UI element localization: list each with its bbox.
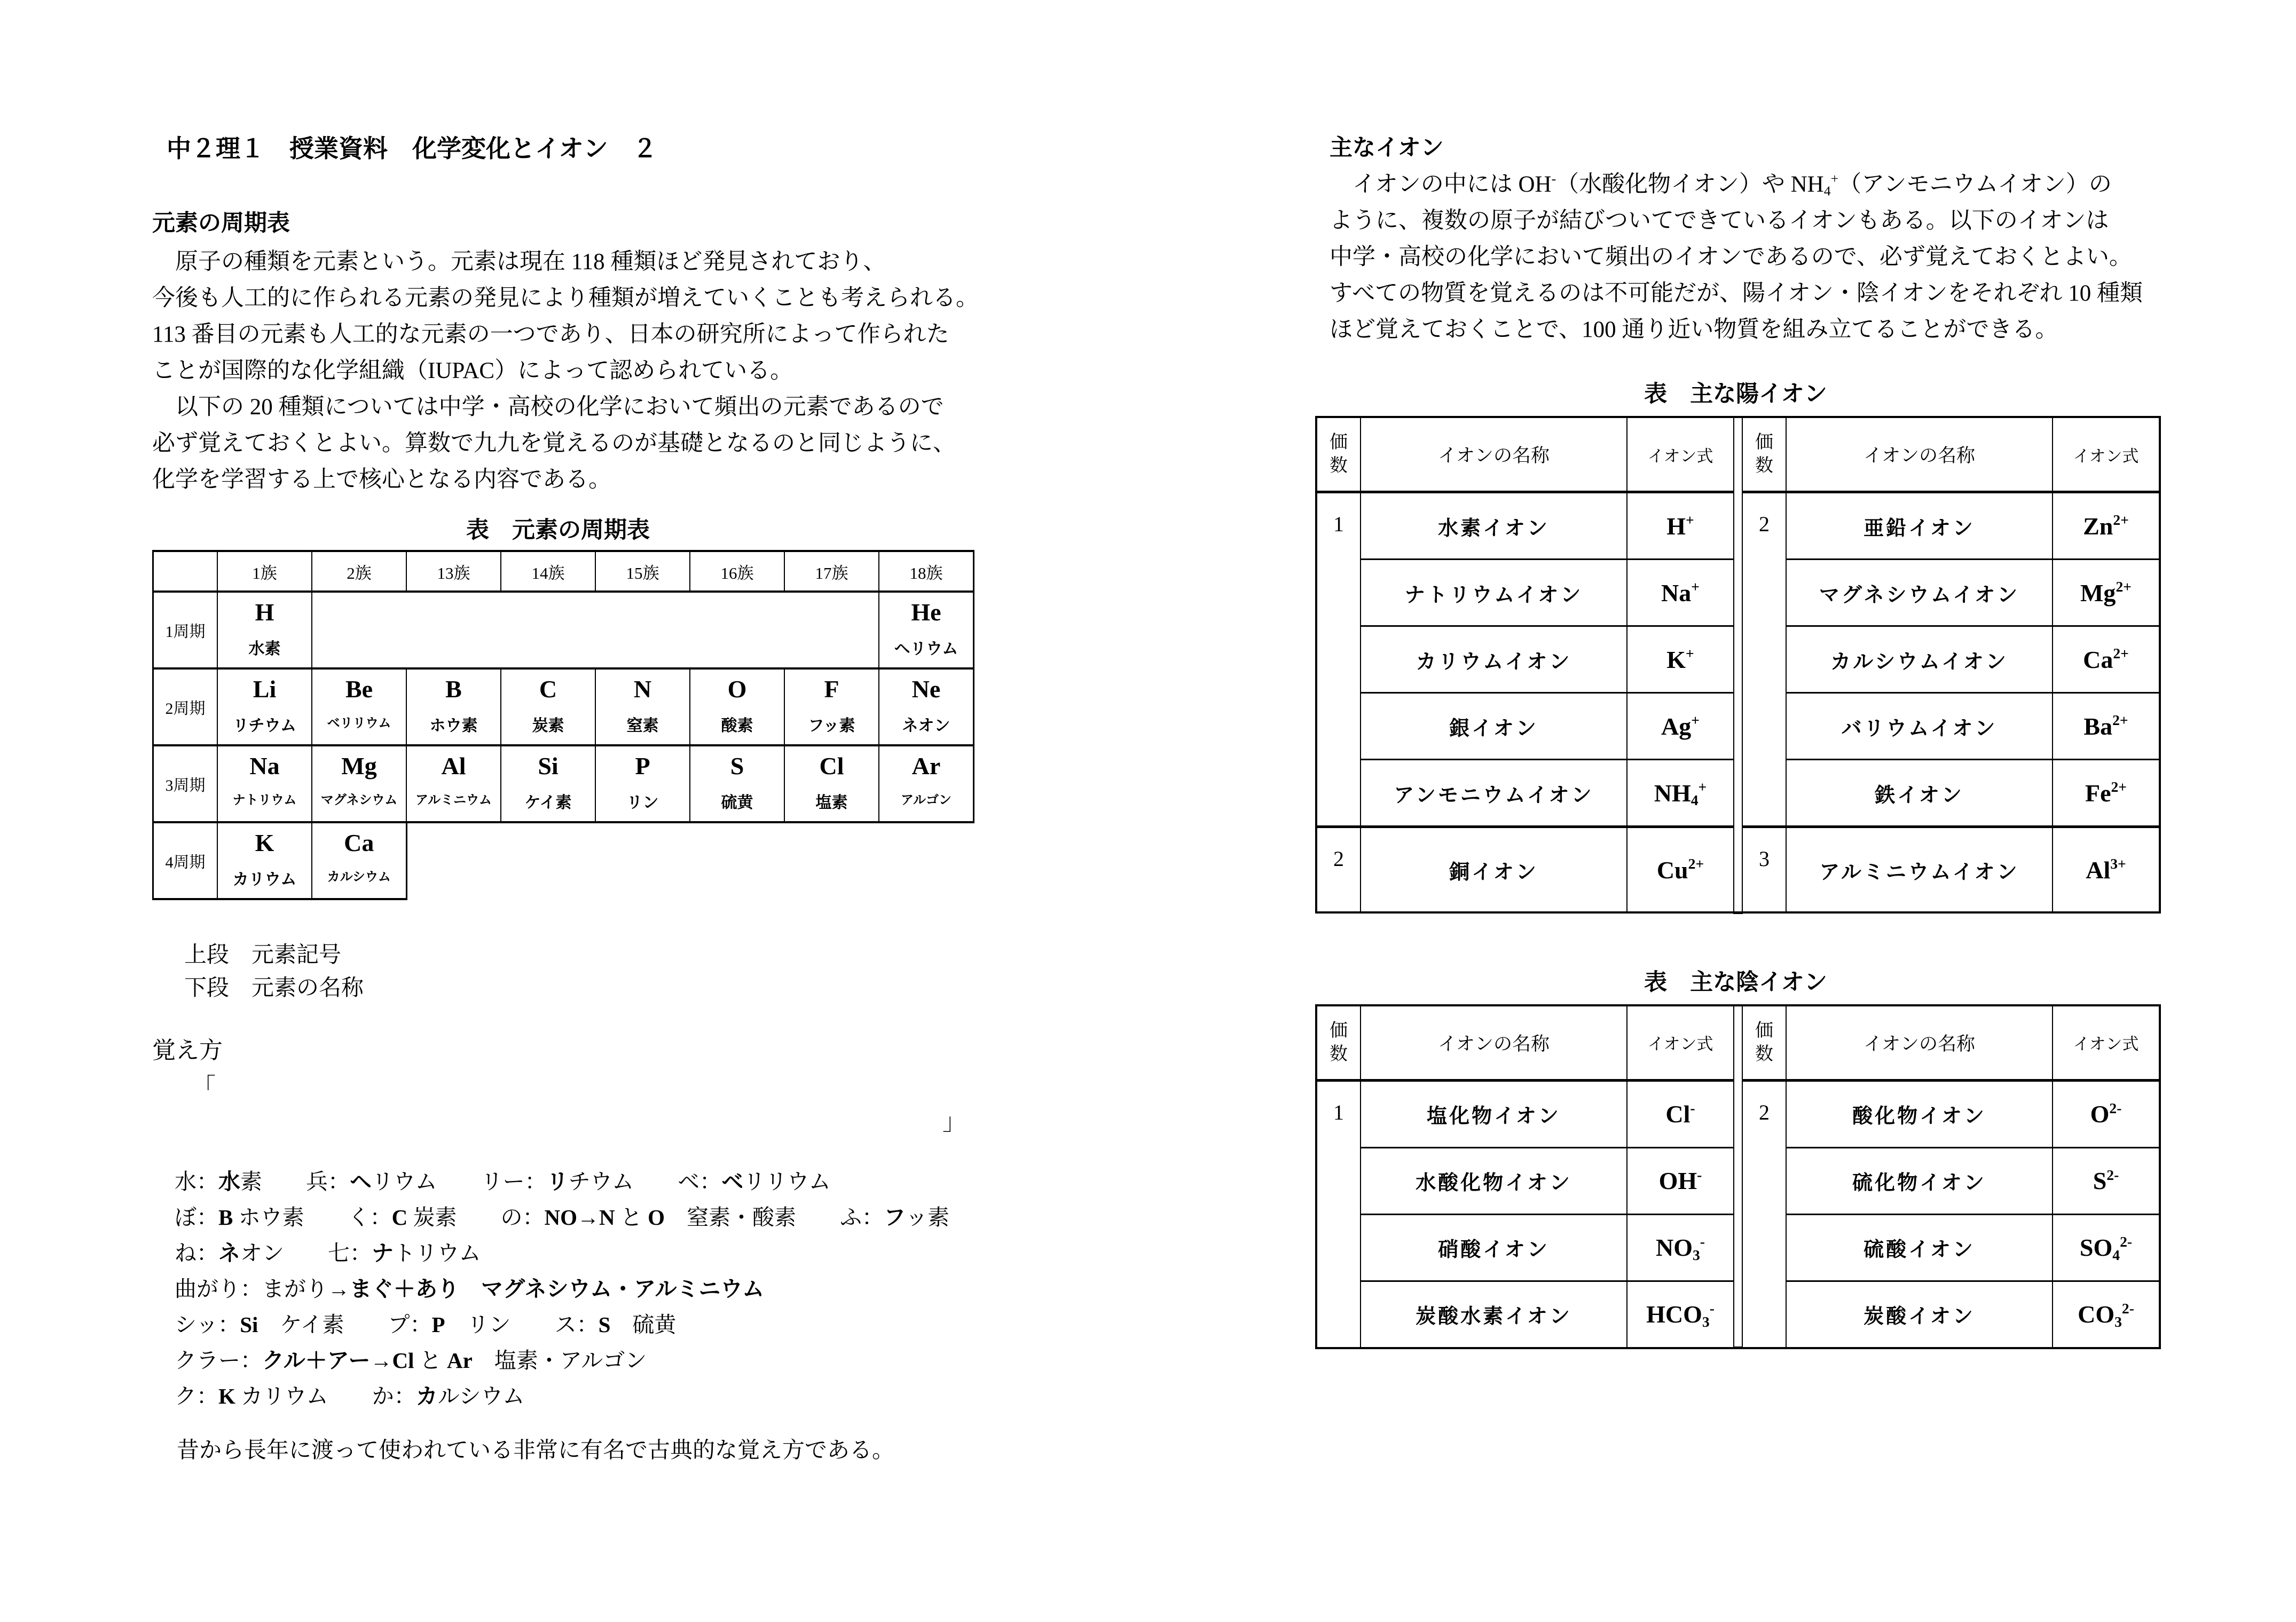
subscript: 3	[1702, 1313, 1710, 1330]
mnemonic-line	[175, 1271, 1167, 1307]
text-segment: チウム ベ：	[568, 1169, 722, 1194]
element-cell	[595, 745, 690, 822]
text-segment: 塩素・アルゴン	[472, 1348, 647, 1373]
subscript: 3	[2114, 1313, 2122, 1330]
ion-formula-cell	[2053, 1080, 2160, 1147]
bold-segment: 水	[218, 1169, 240, 1194]
periodic-row	[153, 592, 974, 668]
closing-line: 昔から長年に渡って使われている非常に有名で古典的な覚え方である。	[177, 1438, 895, 1463]
ion-formula-cell	[2053, 1214, 2160, 1281]
valence-cell: 3	[1742, 827, 1786, 913]
text-segment: ね：	[175, 1241, 218, 1265]
ion-name-cell: 酸化物イオン	[1786, 1080, 2053, 1147]
superscript: 2-	[2109, 1099, 2122, 1116]
ion-name-cell: カリウムイオン	[1361, 626, 1627, 693]
paragraph-line	[1330, 275, 2191, 312]
element-name: ヘリウム	[894, 640, 958, 658]
element-symbol: K	[255, 829, 274, 856]
element-symbol: Si	[538, 752, 559, 779]
group-header-cell: 18族	[879, 551, 974, 592]
element-symbol: Al	[441, 752, 466, 779]
text-segment: ホウ素 く：	[233, 1205, 392, 1230]
bold-segment: ネ	[218, 1241, 240, 1265]
element-symbol: Ne	[911, 675, 941, 703]
bold-segment: ベ	[721, 1169, 744, 1194]
paragraph-line: 今後も人工的に作られる元素の発見により種類が増えていくことも考えられる。	[152, 286, 979, 311]
text-segment: NH	[1654, 779, 1691, 807]
period-label-cell: 2周期	[153, 668, 218, 745]
text-segment: カリウム か：	[235, 1384, 416, 1408]
text-segment: と	[414, 1348, 447, 1373]
subscript: 4	[1690, 792, 1699, 809]
ion-name-cell: 水酸化物イオン	[1361, 1147, 1627, 1214]
ion-name-header: イオンの名称	[1361, 1005, 1627, 1081]
element-name: 酸素	[721, 717, 753, 735]
text-segment: Ag	[1661, 712, 1692, 740]
group-header-cell: 16族	[690, 551, 784, 592]
bold-segment: クル＋アー→Cl	[262, 1348, 414, 1373]
left-column	[152, 133, 1167, 1466]
element-symbol: Cl	[819, 752, 844, 779]
group-header-cell: 1族	[217, 551, 312, 592]
periodic-row	[153, 822, 974, 899]
paragraph-line: ことが国際的な化学組織（IUPAC）によって認められている。	[152, 358, 793, 383]
text-segment	[459, 1277, 481, 1301]
ion-name-header: イオンの名称	[1786, 417, 2053, 492]
period-label-cell: 4周期	[153, 822, 218, 899]
element-symbol: Mg	[341, 752, 377, 779]
ion-formula-cell	[1627, 760, 1734, 827]
element-name: 塩素	[815, 794, 848, 812]
paragraph-line	[1330, 312, 2191, 348]
mnemonic-line	[175, 1200, 1167, 1235]
ion-name-cell: 銅イオン	[1361, 827, 1627, 913]
ion-formula-cell	[2053, 1281, 2160, 1348]
bold-segment: マグネシウム・アルミニウム	[481, 1277, 765, 1301]
element-cell	[217, 592, 312, 668]
element-name: カリウム	[232, 871, 297, 888]
text-segment: （アンモニウムイオン）の	[1838, 172, 2112, 197]
mnemonic-heading: 覚え方	[152, 1037, 223, 1064]
ion-formula-cell	[2053, 492, 2160, 560]
element-symbol: F	[824, 675, 839, 703]
text-segment: 曲がり：まがり→	[175, 1277, 350, 1301]
text-segment: ルシウム	[437, 1384, 525, 1408]
bold-segment: Ar	[447, 1348, 473, 1373]
element-cell	[501, 668, 595, 745]
group-header-cell: 13族	[406, 551, 501, 592]
superscript: 3+	[2110, 855, 2126, 872]
paragraph-line: 以下の 20 種類については中学・高校の化学において頻出の元素であるので	[152, 395, 944, 420]
bold-segment: C	[391, 1205, 408, 1230]
table-legend	[184, 939, 1167, 1005]
anion-table-caption: 表 主な陰イオン	[1644, 969, 1827, 995]
period-label-cell: 3周期	[153, 745, 218, 822]
ion-name-cell: アンモニウムイオン	[1361, 760, 1627, 827]
element-symbol: C	[539, 675, 557, 703]
element-cell	[595, 668, 690, 745]
legend-line-lower: 下段 元素の名称	[184, 976, 364, 1001]
ion-formula-cell	[1627, 1080, 1734, 1147]
element-cell	[312, 745, 406, 822]
element-name: 窒素	[626, 717, 659, 735]
element-symbol: Be	[345, 675, 373, 703]
ion-formula-cell	[1627, 492, 1734, 560]
valence-header: 価 数	[1742, 417, 1786, 492]
ion-formula-cell	[2053, 760, 2160, 827]
element-name: マグネシウム	[320, 793, 398, 807]
text-segment: Mg	[2080, 579, 2116, 607]
text-segment: Al	[2086, 856, 2111, 884]
bold-segment: S	[598, 1312, 611, 1337]
mnemonic-line	[175, 1307, 1167, 1343]
element-cell	[501, 745, 595, 822]
element-name: ナトリウム	[232, 793, 297, 807]
bold-segment: B	[218, 1205, 233, 1230]
text-segment: トリウム	[394, 1241, 481, 1265]
ion-name-cell: 塩化物イオン	[1361, 1080, 1627, 1147]
cation-table-caption: 表 主な陽イオン	[1644, 381, 1827, 407]
ion-formula-cell	[1627, 827, 1734, 913]
group-header-cell: 15族	[595, 551, 690, 592]
text-segment: CO	[2078, 1301, 2115, 1328]
text-segment: HCO	[1646, 1301, 1702, 1328]
ion-name-cell: 硝酸イオン	[1361, 1214, 1627, 1281]
text-segment: オン 七：	[240, 1241, 372, 1265]
valence-cell: 2	[1316, 827, 1361, 913]
table-gap-column	[1734, 417, 1742, 912]
mnemonic-line	[175, 1164, 1167, 1200]
bold-segment: P	[431, 1312, 445, 1337]
periodic-table-caption: 表 元素の周期表	[466, 517, 650, 543]
text-segment: ぼ：	[175, 1205, 218, 1230]
element-name: リチウム	[232, 717, 297, 735]
text-segment: リリウム	[743, 1169, 831, 1194]
ion-formula-cell	[2053, 1147, 2160, 1214]
ion-name-cell: 硫化物イオン	[1786, 1147, 2053, 1214]
element-cell	[217, 668, 312, 745]
element-name: 水素	[248, 640, 281, 658]
ion-formula-cell	[2053, 827, 2160, 913]
element-cell	[879, 745, 974, 822]
superscript: +	[1686, 645, 1694, 662]
ion-formula-header: イオン式	[1627, 1005, 1734, 1081]
subscript: 3	[1693, 1246, 1700, 1263]
element-name: ベリリウム	[327, 716, 391, 730]
text-segment: ほど覚えておくことで、100 通り近い物質を組み立てることができる。	[1330, 317, 2058, 342]
period-label-cell: 1周期	[153, 592, 218, 668]
text-segment: ク：	[175, 1384, 218, 1408]
element-symbol: P	[635, 752, 650, 779]
ion-formula-cell	[2053, 693, 2160, 760]
section-heading-ions: 主なイオン	[1330, 135, 1444, 161]
bold-segment: リ	[546, 1169, 569, 1194]
element-symbol: H	[255, 599, 274, 626]
right-column	[1315, 133, 2191, 1349]
valence-cell: 1	[1316, 1080, 1361, 1348]
text-segment: Ba	[2083, 712, 2113, 740]
right-paragraph	[1330, 167, 2191, 348]
superscript: -	[1690, 1099, 1695, 1116]
text-segment: ッ素	[905, 1205, 949, 1230]
ion-formula-cell	[1627, 1214, 1734, 1281]
text-segment: 水：	[175, 1169, 218, 1194]
anion-table	[1315, 1004, 2161, 1350]
text-segment: NO	[1656, 1234, 1693, 1261]
superscript: +	[1698, 778, 1707, 796]
element-symbol: O	[727, 675, 747, 703]
group-header-cell: 2族	[312, 551, 406, 592]
element-symbol: Li	[253, 675, 277, 703]
valence-header: 価 数	[1742, 1005, 1786, 1081]
legend-line-upper: 上段 元素記号	[184, 943, 342, 967]
group-header-cell: 14族	[501, 551, 595, 592]
bold-segment: ナ	[372, 1241, 394, 1265]
ion-formula-cell	[1627, 1147, 1734, 1214]
ion-name-cell: マグネシウムイオン	[1786, 560, 2053, 626]
bold-segment: NO→N	[544, 1205, 615, 1230]
text-segment: リウム リー：	[372, 1169, 547, 1194]
text-segment: シッ：	[175, 1312, 240, 1337]
element-cell	[217, 745, 312, 822]
bold-segment: Si	[240, 1312, 258, 1337]
periodic-row	[153, 745, 974, 822]
ion-name-cell: 炭酸イオン	[1786, 1281, 2053, 1348]
periodic-header-row	[153, 551, 974, 592]
element-cell	[690, 668, 784, 745]
element-cell	[784, 668, 879, 745]
ion-name-header: イオンの名称	[1786, 1005, 2053, 1081]
element-name: 炭素	[532, 717, 564, 735]
ion-name-header: イオンの名称	[1361, 417, 1627, 492]
text-segment: K	[1666, 645, 1686, 673]
periodic-table	[152, 550, 974, 900]
ion-name-cell: アルミニウムイオン	[1786, 827, 2053, 913]
superscript: 2+	[2111, 778, 2127, 796]
element-cell	[879, 668, 974, 745]
bold-segment: フ	[883, 1205, 906, 1230]
mnemonic-lines	[175, 1164, 1167, 1414]
element-name: カルシウム	[327, 870, 391, 884]
superscript: 2-	[2106, 1166, 2119, 1183]
text-segment: Ca	[2083, 645, 2113, 673]
element-cell	[312, 668, 406, 745]
superscript: -	[1551, 171, 1556, 187]
paragraph-line	[1330, 203, 2191, 239]
superscript: 2+	[2116, 578, 2132, 595]
ion-formula-header: イオン式	[2053, 1005, 2160, 1081]
paragraph-line: 113 番目の元素も人工的な元素の一つであり、日本の研究所によって作られた	[152, 322, 949, 347]
paragraph-line: 化学を学習する上で核心となる内容である。	[152, 467, 611, 492]
ion-name-cell: 銀イオン	[1361, 693, 1627, 760]
element-symbol: N	[633, 675, 652, 703]
ion-formula-cell	[1627, 560, 1734, 626]
cation-table	[1315, 416, 2161, 914]
superscript: +	[1691, 578, 1700, 595]
periodic-row	[153, 668, 974, 745]
text-segment: Na	[1661, 579, 1692, 607]
text-segment: 硫黄	[610, 1312, 677, 1337]
text-segment: Fe	[2085, 779, 2111, 807]
valence-cell: 1	[1316, 492, 1361, 827]
group-header-cell: 17族	[784, 551, 879, 592]
section-heading-periodic: 元素の周期表	[152, 210, 290, 236]
ion-name-cell: 鉄イオン	[1786, 760, 2053, 827]
text-segment: Cu	[1656, 856, 1688, 884]
superscript: 2-	[2120, 1233, 2133, 1250]
element-cell	[312, 822, 406, 899]
text-segment: すべての物質を覚えるのは不可能だが、陽イオン・陰イオンをそれぞれ 10 種類	[1330, 281, 2143, 306]
element-symbol: Ar	[911, 752, 941, 779]
superscript: -	[1700, 1233, 1705, 1250]
text-segment: Zn	[2083, 512, 2113, 540]
element-name: リン	[626, 794, 659, 812]
valence-header: 価 数	[1316, 1005, 1361, 1081]
element-symbol: Na	[249, 752, 280, 779]
superscript: +	[1830, 171, 1839, 187]
text-segment: OH	[1658, 1167, 1697, 1194]
text-segment: ように、複数の原子が結びついてできているイオンもある。以下のイオンは	[1330, 208, 2109, 233]
subscript: 4	[1823, 183, 1831, 199]
quote-open-bracket: 「	[192, 1074, 216, 1100]
valence-header: 価 数	[1316, 417, 1361, 492]
ion-header-row	[1316, 417, 2160, 492]
superscript: 2+	[2113, 511, 2129, 529]
text-segment: リン ス：	[445, 1312, 599, 1337]
superscript: -	[1697, 1166, 1702, 1183]
text-segment: クラー：	[175, 1348, 262, 1373]
text-segment: 中学・高校の化学において頻出のイオンであるので、必ず覚えておくとよい。	[1330, 245, 2132, 270]
bold-segment: O	[648, 1205, 665, 1230]
mnemonic-line	[175, 1343, 1167, 1379]
superscript: 2+	[2112, 712, 2128, 729]
element-name: 硫黄	[721, 794, 753, 812]
left-paragraph	[152, 244, 1167, 498]
text-segment: （水酸化物イオン）や NH	[1556, 172, 1824, 197]
text-segment: O	[2090, 1100, 2110, 1128]
mnemonic-line	[175, 1235, 1167, 1271]
subscript: 4	[2112, 1246, 2120, 1263]
ion-formula-header: イオン式	[2053, 417, 2160, 492]
superscript: 2-	[2121, 1300, 2134, 1317]
element-name: アルミニウム	[415, 793, 492, 807]
element-symbol: B	[445, 675, 462, 703]
periodic-corner-cell	[153, 551, 218, 592]
element-symbol: He	[911, 599, 941, 626]
element-cell	[784, 745, 879, 822]
valence-cell: 2	[1742, 1080, 1786, 1348]
bold-segment: K	[218, 1384, 235, 1408]
text-segment: 素 兵：	[240, 1169, 350, 1194]
text-segment: イオンの中には OH	[1330, 172, 1552, 197]
empty-region-cell	[312, 592, 879, 668]
element-name: ケイ素	[524, 794, 572, 812]
text-segment: 炭素 の：	[407, 1205, 545, 1230]
paragraph-line	[1330, 239, 2191, 275]
superscript: 2+	[2113, 645, 2129, 662]
element-cell	[406, 745, 501, 822]
element-name: アルゴン	[900, 793, 952, 807]
ion-name-cell: 水素イオン	[1361, 492, 1627, 560]
text-segment: と	[615, 1205, 648, 1230]
ion-formula-cell	[1627, 1281, 1734, 1348]
element-symbol: Ca	[344, 829, 374, 856]
ion-name-cell: 炭酸水素イオン	[1361, 1281, 1627, 1348]
ion-formula-cell	[1627, 693, 1734, 760]
paragraph-line: 必ず覚えておくとよい。算数で九九を覚えるのが基礎となるのと同じように、	[152, 431, 956, 456]
ion-formula-cell	[2053, 560, 2160, 626]
element-name: ネオン	[902, 717, 950, 735]
table-gap-column	[1734, 1005, 1742, 1348]
ion-name-cell: 亜鉛イオン	[1786, 492, 2053, 560]
superscript: +	[1686, 511, 1694, 529]
ion-formula-cell	[1627, 626, 1734, 693]
superscript: 2+	[1688, 855, 1704, 872]
text-segment: ケイ素 プ：	[258, 1312, 432, 1337]
quote-close-bracket: 」	[942, 1109, 966, 1135]
mnemonic-line	[175, 1379, 1167, 1414]
superscript: -	[1709, 1300, 1715, 1317]
element-cell	[406, 668, 501, 745]
text-segment: SO	[2079, 1234, 2113, 1261]
element-name: フッ素	[808, 717, 855, 735]
ion-name-cell: 硫酸イオン	[1786, 1214, 2053, 1281]
element-cell	[217, 822, 312, 899]
bold-segment: まぐ＋あり	[350, 1277, 459, 1301]
bold-segment: ヘ	[350, 1169, 372, 1194]
doc-title: 中２理１ 授業資料 化学変化とイオン ２	[167, 135, 657, 162]
text-segment: Cl	[1665, 1100, 1690, 1128]
ion-name-cell: カルシウムイオン	[1786, 626, 2053, 693]
superscript: +	[1691, 712, 1700, 729]
text-segment: H	[1666, 512, 1686, 540]
text-segment: S	[2093, 1167, 2107, 1194]
ion-name-cell: ナトリウムイオン	[1361, 560, 1627, 626]
paragraph-line	[1330, 167, 2191, 203]
ion-formula-header: イオン式	[1627, 417, 1734, 492]
element-name: ホウ素	[429, 717, 478, 735]
text-segment: 窒素・酸素 ふ：	[664, 1205, 884, 1230]
element-symbol: S	[730, 752, 744, 779]
ion-name-cell: バリウムイオン	[1786, 693, 2053, 760]
ion-header-row	[1316, 1005, 2160, 1081]
paragraph-line: 原子の種類を元素という。元素は現在 118 種類ほど発見されており、	[152, 249, 886, 274]
valence-cell: 2	[1742, 492, 1786, 827]
element-cell	[690, 745, 784, 822]
bold-segment: カ	[415, 1384, 438, 1408]
element-cell	[879, 592, 974, 668]
ion-formula-cell	[2053, 626, 2160, 693]
